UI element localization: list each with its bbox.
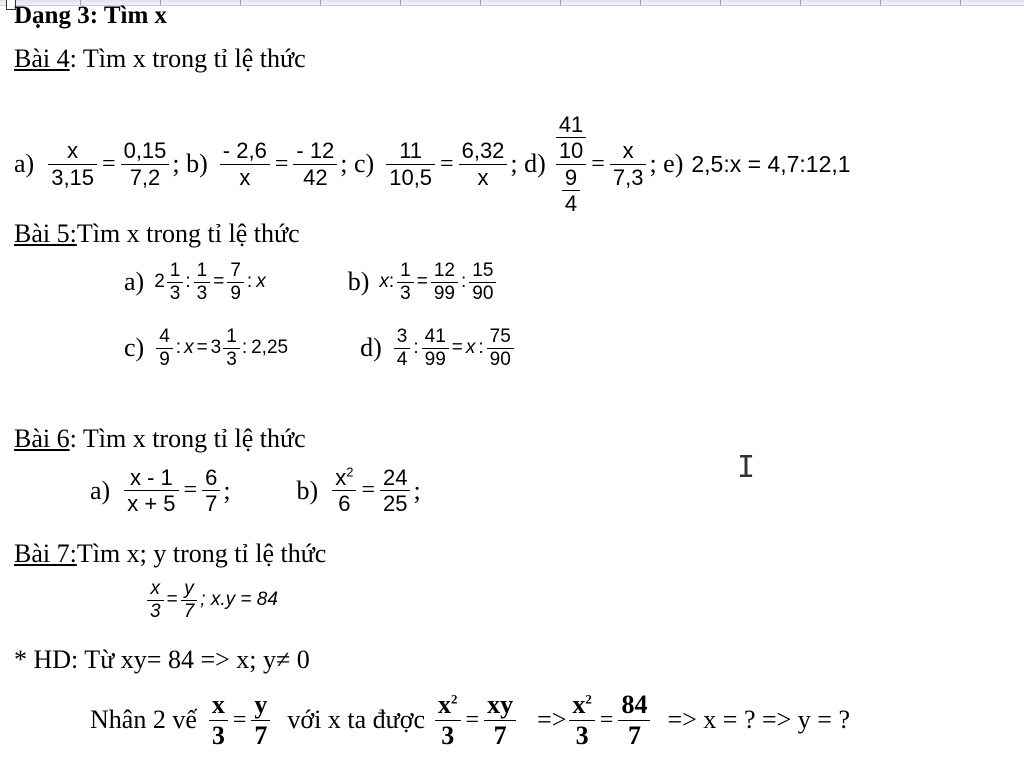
fraction <box>459 138 508 190</box>
fraction <box>380 465 410 517</box>
ruler-tick <box>480 0 481 5</box>
numerator: 75 <box>489 326 511 347</box>
fraction <box>227 260 244 305</box>
mixed-whole: 3 <box>210 337 222 359</box>
ruler-tick <box>400 0 401 5</box>
numerator: 3 <box>396 326 408 347</box>
denominator: 3 <box>400 282 411 304</box>
fraction <box>48 138 97 190</box>
numerator: x <box>622 138 634 164</box>
denominator: x <box>477 164 489 190</box>
numerator: 1 <box>400 260 411 281</box>
numerator: - 12 <box>296 138 335 164</box>
fraction <box>293 138 337 190</box>
numerator: xy <box>487 690 514 719</box>
arrow: => <box>537 705 567 735</box>
denominator: 7 <box>627 720 641 750</box>
denominator: 4 <box>396 348 408 370</box>
fraction <box>332 465 356 517</box>
bai4-d-label: ; d) <box>510 149 546 179</box>
numerator: 7 <box>230 260 241 281</box>
ruler-tick <box>960 0 961 5</box>
denominator: 99 <box>424 348 446 370</box>
numerator: - 2,6 <box>222 138 267 164</box>
bai5-b-label: b) <box>347 267 370 297</box>
denominator: 7 <box>205 491 218 517</box>
bai4-e-label: ; e) <box>649 149 684 179</box>
section-title-text: Dạng 3: Tìm x <box>14 2 168 29</box>
bai5-row2: c) 4 9 : x = 3 1 3 : 2,25 d) 3 4 : 41 99 = x : 75 90 <box>124 326 517 371</box>
denominator: 10,5 <box>389 164 433 190</box>
fraction <box>618 690 650 751</box>
fraction <box>422 326 449 371</box>
ruler-tick <box>560 0 561 5</box>
fraction <box>220 138 270 190</box>
ruler-tick <box>240 0 241 5</box>
bai7-heading <box>14 539 326 569</box>
bai4-c-label: ; c) <box>340 149 375 179</box>
ruler-tick <box>720 0 721 5</box>
denominator: x + 5 <box>127 491 176 517</box>
numerator: 9 <box>564 164 578 190</box>
numerator: y <box>184 578 194 599</box>
bai6-title: : Tìm x trong tỉ lệ thức <box>69 424 306 453</box>
fraction <box>202 465 220 517</box>
bai6-label: Bài 6 <box>14 424 70 453</box>
ruler-tick <box>800 0 801 5</box>
numerator: 24 <box>383 465 408 490</box>
denominator: 7,3 <box>612 164 644 190</box>
bai7-condition: ; x.y = 84 <box>200 589 278 611</box>
numerator: 41 <box>558 112 584 137</box>
denominator: 7 <box>493 720 507 750</box>
numerator: 1 <box>226 326 237 347</box>
fraction <box>562 165 580 217</box>
denominator: 9 <box>230 282 241 304</box>
variable-x: x <box>465 337 476 359</box>
numerator: y <box>254 690 268 719</box>
bai4-title: : Tìm x trong tỉ lệ thức <box>69 44 306 73</box>
bai5-row1: a) 2 1 3 : 1 3 = 7 9 : x b) x : 1 3 = 12 99 : 15 90 <box>124 260 499 305</box>
bai6-a-label: a) <box>90 475 111 505</box>
bai6-equations: a) x - 1 x + 5 = 6 7 ; b) $x^2$ 6 = 24 25 ; <box>90 464 421 517</box>
denominator: 99 <box>433 282 455 304</box>
fraction <box>397 260 414 305</box>
bai5-label: Bài 5: <box>14 219 77 248</box>
bai5-heading <box>14 219 300 249</box>
ruler-tick <box>320 0 321 5</box>
bai7-equation: x 3 = y 7 ; x.y = 84 <box>144 578 278 623</box>
exponent: 2 <box>346 464 354 480</box>
fraction <box>156 326 173 371</box>
complex-fraction <box>556 112 586 216</box>
bai4-heading <box>14 44 306 74</box>
hint-text-a: Nhân 2 vế <box>90 705 197 735</box>
bai6-b-label: b) <box>296 475 319 505</box>
denominator: 3,15 <box>51 164 95 190</box>
exponent: 2 <box>451 691 458 707</box>
bai7-label: Bài 7: <box>14 539 77 568</box>
bai5-d-label: d) <box>360 333 382 363</box>
denominator: 3 <box>441 720 455 750</box>
fraction <box>487 326 514 371</box>
denominator: 4 <box>564 190 578 216</box>
numerator: x <box>572 690 586 719</box>
numerator: x <box>335 465 347 490</box>
fraction <box>121 138 170 190</box>
exponent: 2 <box>585 691 592 707</box>
ruler-tick <box>640 0 641 5</box>
fraction <box>556 112 586 164</box>
numerator: 12 <box>433 260 455 281</box>
denominator: 7 <box>254 720 268 750</box>
bai4-a-label: a) <box>14 149 35 179</box>
denominator: 10 <box>558 138 584 164</box>
fraction <box>251 690 270 751</box>
fraction <box>431 260 458 305</box>
fraction <box>167 260 184 305</box>
fraction <box>124 465 178 517</box>
denominator: 25 <box>383 491 408 517</box>
denominator: 3 <box>575 720 589 750</box>
bai4-e-expression: 2,5:x = 4,7:12,1 <box>691 150 851 177</box>
variable-x: x <box>379 271 389 293</box>
fraction <box>147 578 164 623</box>
denominator: 3 <box>196 282 208 304</box>
denominator: x <box>239 164 251 190</box>
numerator: x <box>211 690 225 719</box>
numerator: 1 <box>196 260 208 281</box>
fraction <box>484 690 516 751</box>
bai4-b-label: ; b) <box>172 149 208 179</box>
numerator: x <box>150 578 161 599</box>
numerator: x - 1 <box>129 465 173 490</box>
fraction <box>610 138 647 190</box>
numerator: 15 <box>472 260 494 281</box>
numerator: 11 <box>399 138 423 164</box>
mixed-whole: 2 <box>154 271 165 293</box>
numerator: 6,32 <box>461 138 505 164</box>
hint-line2: Nhân 2 vế x 3 = y 7 với x ta được $x^2$ 3 = xy 7 => $x^2$ 3 = 84 7 => x = ? => y = ? <box>90 690 851 750</box>
fraction <box>181 578 198 623</box>
fraction <box>469 260 496 305</box>
fraction <box>386 138 435 190</box>
denominator: 7,2 <box>129 164 161 190</box>
denominator: 7 <box>183 600 195 622</box>
bai5-title: Tìm x trong tỉ lệ thức <box>76 219 300 248</box>
numerator: 41 <box>424 326 446 347</box>
denominator: 42 <box>303 164 328 190</box>
bai7-title: Tìm x; y trong tỉ lệ thức <box>76 539 327 568</box>
numerator: 84 <box>621 690 648 719</box>
hint-text: * HD: Từ xy= 84 => x; y≠ 0 <box>14 645 310 674</box>
fraction <box>394 326 411 371</box>
bai6-heading <box>14 424 306 454</box>
fraction <box>209 690 228 751</box>
numerator: 4 <box>159 326 170 347</box>
bai4-label: Bài 4 <box>14 44 70 73</box>
bai4-equations: a) x 3,15 = 0,15 7,2 ; b) - 2,6 x = - 12 42 ; c) 11 10,5 = 6,32 x ; d) 41 10 9 4 = x 7,3 ; e) 2,5:x = 4,7:12,1 <box>14 112 851 216</box>
numerator: x <box>67 138 79 164</box>
fraction <box>223 326 240 371</box>
hint-text-b: với x ta được <box>287 705 426 735</box>
fraction <box>194 260 211 305</box>
section-title <box>14 2 167 30</box>
numerator: x <box>438 690 452 719</box>
denominator: 6 <box>338 491 351 517</box>
hint-tail: => x = ? => y = ? <box>667 705 851 735</box>
text-cursor-icon: I <box>737 450 756 485</box>
ruler-tick <box>880 0 881 5</box>
fraction <box>569 690 595 751</box>
denominator: 90 <box>489 348 511 370</box>
denominator: 90 <box>472 282 494 304</box>
denominator: 3 <box>211 720 225 750</box>
denominator: 3 <box>226 348 237 370</box>
fraction <box>435 690 461 751</box>
hint-line1 <box>14 645 310 675</box>
denominator: 3 <box>169 282 181 304</box>
numerator: 1 <box>169 260 181 281</box>
numerator: 6 <box>205 465 218 490</box>
variable-x: x <box>256 271 266 293</box>
decimal-value: 2,25 <box>251 337 289 359</box>
denominator: 9 <box>159 348 170 370</box>
bai5-c-label: c) <box>124 333 145 363</box>
variable-x: x <box>184 337 194 359</box>
denominator: 3 <box>150 600 161 622</box>
numerator: 0,15 <box>123 138 167 164</box>
bai5-a-label: a) <box>124 267 145 297</box>
